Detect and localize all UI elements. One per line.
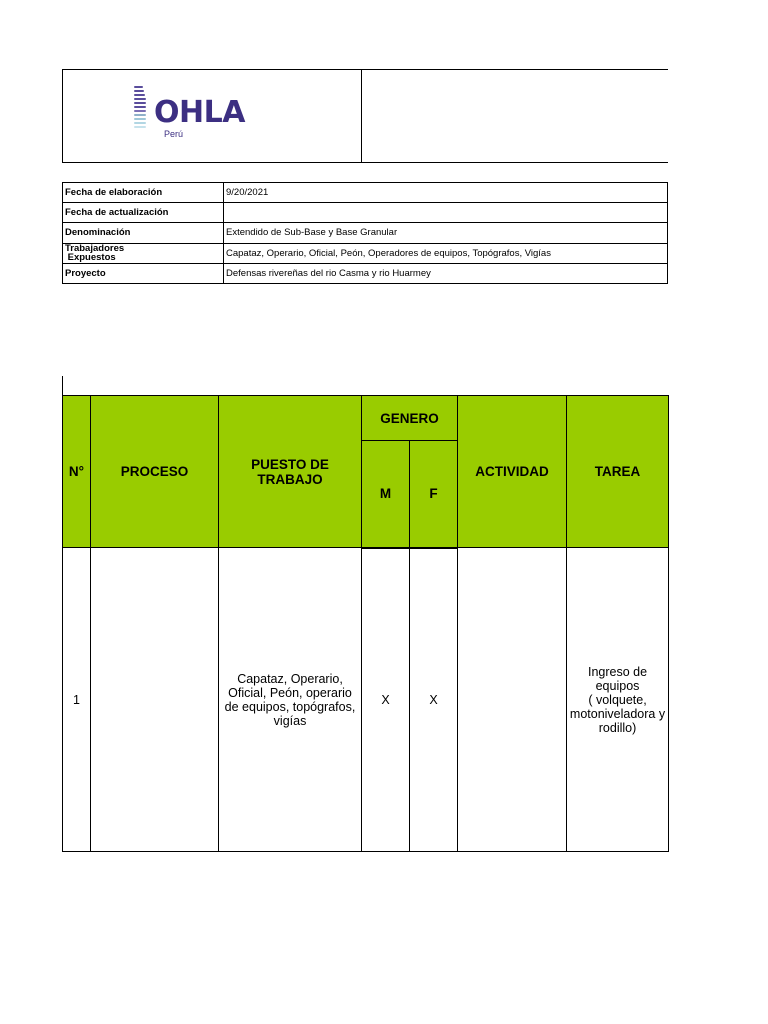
cell-tarea: Ingreso de equipos ( volquete, motoniveladora y rodillo) — [567, 548, 669, 852]
header-m: M — [362, 441, 410, 548]
info-value: Capataz, Operario, Oficial, Peón, Operadores de equipos, Topógrafos, Vigías — [224, 243, 668, 263]
cell-f: X — [410, 548, 458, 852]
main-table — [62, 395, 669, 852]
info-value: Defensas rivereñas del rio Casma y rio Huarmey — [224, 263, 668, 283]
header-divider — [361, 69, 362, 163]
header-genero: GENERO — [362, 396, 458, 441]
info-label: Proyecto — [63, 263, 224, 283]
cell-num: 1 — [63, 548, 91, 852]
header-actividad: ACTIVIDAD — [458, 396, 567, 548]
info-row — [63, 243, 668, 263]
logo-country-text: Perú — [164, 129, 184, 139]
header-f: F — [410, 441, 458, 548]
header-proceso: PROCESO — [91, 396, 219, 548]
info-row — [63, 223, 668, 243]
logo-tower-icon — [132, 84, 148, 132]
info-value — [224, 203, 668, 223]
company-logo — [132, 84, 262, 140]
cell-actividad — [458, 548, 567, 852]
header-tarea: TAREA — [567, 396, 669, 548]
header-bottom-line — [62, 162, 668, 163]
info-label: Trabajadores Expuestos — [63, 243, 224, 263]
info-value: 9/20/2021 — [224, 183, 668, 203]
info-row — [63, 263, 668, 283]
info-table — [62, 182, 668, 284]
cell-puesto: Capataz, Operario, Oficial, Peón, operario de equipos, topógrafos, vigías — [219, 548, 362, 852]
cell-m: X — [362, 548, 410, 852]
left-border-tick — [62, 376, 63, 396]
info-value: Extendido de Sub-Base y Base Granular — [224, 223, 668, 243]
header-num: N° — [63, 396, 91, 548]
cell-proceso — [91, 548, 219, 852]
header-row-top — [63, 396, 669, 441]
header-puesto: PUESTO DE TRABAJO — [219, 396, 362, 548]
table-row — [63, 548, 669, 852]
info-label: Denominación — [63, 223, 224, 243]
info-row — [63, 183, 668, 203]
info-label: Fecha de actualización — [63, 203, 224, 223]
info-row — [63, 203, 668, 223]
logo-brand-text: OHLA — [154, 95, 245, 130]
info-label: Fecha de elaboración — [63, 183, 224, 203]
